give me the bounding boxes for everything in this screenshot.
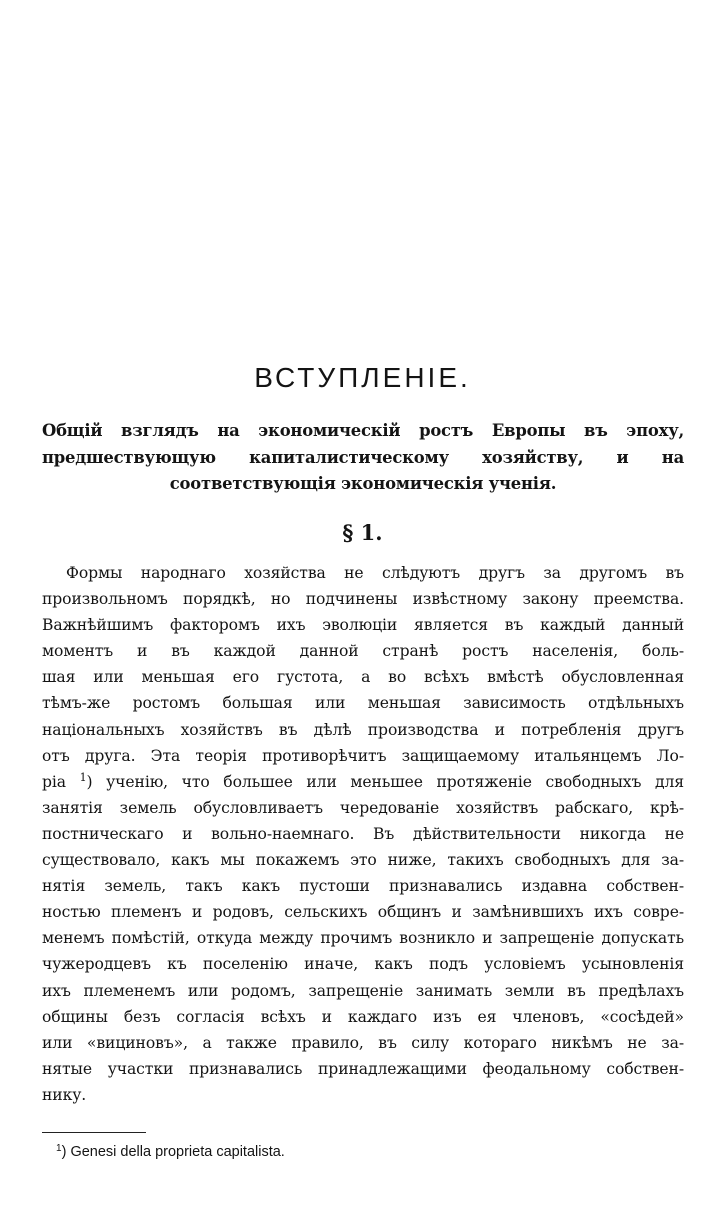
text-line: Важнѣйшимъ факторомъ ихъ эволюціи является въ каждый данный <box>42 616 684 635</box>
text-line: чужеродцевъ къ поселенію иначе, какъ подъ условіемъ усыновленія <box>42 955 684 974</box>
footnote-ref-paren: ) <box>86 772 93 791</box>
text-line: или «вициновъ», а также правило, въ силу котораго никѣмъ не за- <box>42 1033 684 1052</box>
text-fragment: ученію, что большее или меньшее протяженіе свободныхъ для <box>106 772 684 791</box>
text-line: тѣмъ-же ростомъ большая или меньшая зависимость отдѣльныхъ <box>42 694 684 713</box>
footnote-reference[interactable] <box>80 771 87 784</box>
text-line: нику. <box>42 1085 87 1104</box>
text-line: менемъ помѣстій, откуда между прочимъ возникло и запрещеніе допускать <box>42 929 684 948</box>
text-line: занятія земель обусловливаетъ чередованіе хозяйствъ рабскаго, крѣ- <box>42 798 684 817</box>
text-line: общины безъ согласія всѣхъ и каждаго изъ ея членовъ, «сосѣдей» <box>42 1007 684 1026</box>
footnote-text: Genesi della proprieta capitalista. <box>70 1144 285 1160</box>
footnote <box>56 1142 285 1162</box>
text-line: нятые участки признавались принадлежащими феодальному собствен- <box>42 1059 684 1078</box>
body-paragraph <box>42 560 684 1108</box>
section-heading: § 1. <box>342 520 383 545</box>
text-line: ностью племенъ и родовъ, сельскихъ общинъ и замѣнившихъ ихъ совре- <box>42 903 684 922</box>
footnote-number: 1 <box>56 1143 62 1154</box>
text-line: отъ друга. Эта теорія противорѣчитъ защищаемому итальянцемъ Ло- <box>42 746 684 765</box>
text-line: нятія земель, такъ какъ пустоши признавались издавна собствен- <box>42 877 684 896</box>
text-line: постническаго и вольно-наемнаго. Въ дѣйствительности никогда не <box>42 824 684 843</box>
text-line: моментъ и въ каждой данной странѣ ростъ населенія, боль- <box>42 642 684 661</box>
text-line: произвольномъ порядкѣ, но подчинены извѣстному закону преемства. <box>42 590 684 609</box>
footnote-ref-number: 1 <box>79 770 87 784</box>
text-fragment: ріа <box>42 772 66 791</box>
chapter-title: ВСТУПЛЕНІЕ. <box>254 362 471 393</box>
text-line: Формы народнаго хозяйства не слѣдуютъ другъ за другомъ въ <box>66 564 684 582</box>
text-line-with-footnote <box>42 769 684 795</box>
chapter-subtitle: Общій взглядъ на экономическій ростъ Европы въ эпоху, предшествующую капиталистическому хозяйству, и на соответствующія экономическія ученія. <box>42 421 684 493</box>
footnote-paren: ) <box>61 1144 67 1160</box>
text-line: ихъ племенемъ или родомъ, запрещеніе занимать земли въ предѣлахъ <box>42 981 684 1000</box>
text-line: національныхъ хозяйствъ въ дѣлѣ производства и потребленія другъ <box>42 720 684 739</box>
text-line: существовало, какъ мы покажемъ это ниже, такихъ свободныхъ для за- <box>42 851 684 870</box>
text-line: шая или меньшая его густота, а во всѣхъ вмѣстѣ обусловленная <box>42 668 684 687</box>
footnote-divider <box>42 1132 146 1133</box>
